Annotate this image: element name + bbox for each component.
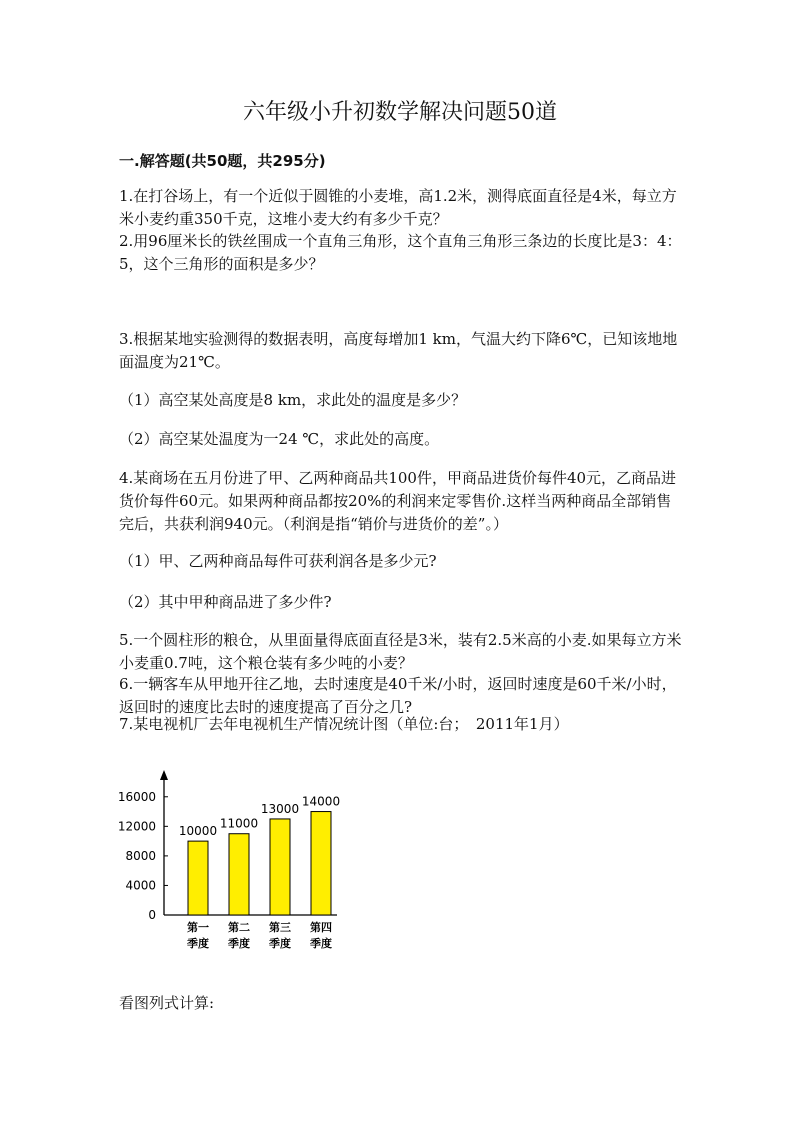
data-label: 14000 — [301, 794, 341, 809]
section-heading: 一.解答题(共50题，共295分) — [119, 152, 326, 170]
data-label: 13000 — [260, 801, 300, 816]
category-label: 季度 — [310, 937, 332, 950]
y-tick-label: 12000 — [117, 819, 156, 834]
chart-axes — [118, 770, 337, 922]
question-4-part-1: （1）甲、乙两种商品每件可获利润各是多少元? — [119, 552, 437, 570]
footer-instruction: 看图列式计算: — [119, 994, 215, 1012]
question-7: 7.某电视机厂去年电视机生产情况统计图（单位:台； 2011年1月） — [119, 715, 569, 733]
y-tick-label: 0 — [148, 908, 156, 922]
category-label: 季度 — [187, 937, 209, 950]
y-tick-label: 4000 — [125, 878, 156, 893]
question-4-part-2: （2）其中甲种商品进了多少件? — [119, 593, 332, 611]
bar — [229, 834, 249, 915]
category-label: 第二 — [228, 921, 250, 934]
bar — [270, 819, 290, 915]
question-4: 4.某商场在五月份进了甲、乙两种商品共100件，甲商品进货价每件40元，乙商品进货价每件60元。如果两种商品都按20%的利润来定零售价.这样当两种商品全部销售完后，共获利润940元。（利润是指“销价与进货价的差”。） — [119, 469, 677, 533]
data-label: 10000 — [178, 824, 218, 839]
category-label: 第三 — [269, 921, 291, 934]
category-label: 第一 — [187, 921, 209, 934]
question-3-part-1: （1）高空某处高度是8 km，求此处的温度是多少？ — [119, 391, 467, 409]
bar — [311, 812, 331, 915]
question-6: 6.一辆客车从甲地开往乙地，去时速度是40千米/小时，返回时速度是60千米/小时，返回时的速度比去时的速度提高了百分之几? — [119, 675, 677, 716]
document-title: 六年级小升初数学解决问题50道 — [243, 100, 557, 125]
y-axis-arrow-icon — [160, 770, 168, 780]
category-label: 第四 — [310, 921, 332, 934]
question-3: 3.根据某地实验测得的数据表明，高度每增加1 km，气温大约下降6℃，已知该地地面温度为21℃。 — [119, 330, 678, 371]
question-2: 2.用96厘米长的铁丝围成一个直角三角形，这个直角三角形三条边的长度比是3：4：5，这个三角形的面积是多少？ — [119, 232, 682, 273]
category-label: 季度 — [269, 937, 291, 950]
data-label: 11000 — [219, 816, 259, 831]
production-bar-chart — [112, 760, 352, 960]
y-tick-label: 16000 — [117, 789, 156, 804]
category-label: 季度 — [228, 937, 250, 950]
y-tick-label: 8000 — [125, 848, 156, 863]
chart-svg — [112, 760, 352, 960]
question-5: 5.一个圆柱形的粮仓，从里面量得底面直径是3米，装有2.5米高的小麦.如果每立方米小麦重0.7吨，这个粮仓装有多少吨的小麦？ — [119, 631, 682, 672]
question-1: 1.在打谷场上，有一个近似于圆锥的小麦堆，高1.2米，测得底面直径是4米，每立方米小麦约重350千克，这堆小麦大约有多少千克？ — [119, 187, 677, 228]
chart-bars — [179, 795, 340, 950]
bar — [188, 841, 208, 915]
question-3-part-2: （2）高空某处温度为一24 ℃，求此处的高度。 — [119, 430, 440, 448]
